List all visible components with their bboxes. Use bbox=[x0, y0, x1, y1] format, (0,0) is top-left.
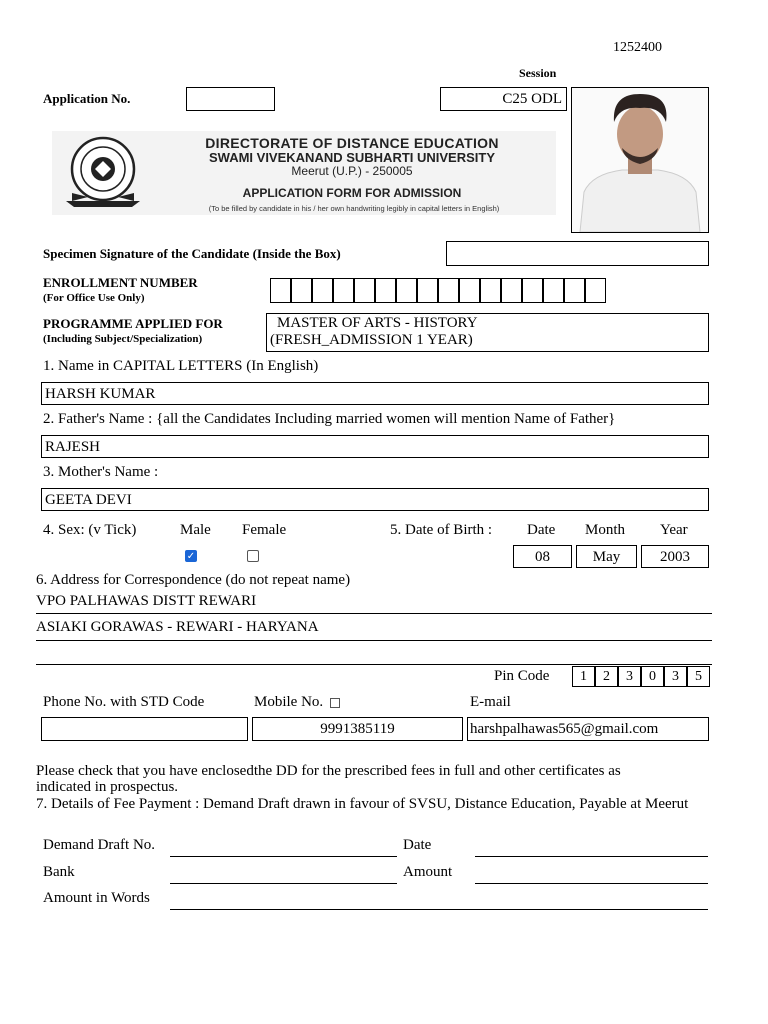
session-label: Session bbox=[519, 66, 557, 80]
pin-digit: 5 bbox=[687, 666, 710, 687]
signature-label: Specimen Signature of the Candidate (Inside the Box) bbox=[43, 246, 341, 261]
enrollment-cell[interactable] bbox=[564, 278, 585, 303]
enrollment-cell[interactable] bbox=[459, 278, 480, 303]
programme-line1: MASTER OF ARTS - HISTORY bbox=[277, 315, 478, 331]
enrollment-cell[interactable] bbox=[543, 278, 564, 303]
programme-label: PROGRAMME APPLIED FOR bbox=[43, 316, 223, 331]
enrollment-grid bbox=[270, 278, 608, 303]
session-field[interactable]: C25 ODL bbox=[440, 87, 567, 111]
dob-year-field[interactable]: 2003 bbox=[641, 545, 709, 568]
fee-date-label: Date bbox=[403, 837, 432, 853]
sex-male-checkbox[interactable]: ✓ bbox=[186, 551, 196, 562]
amount-line[interactable] bbox=[475, 883, 708, 884]
enrollment-cell[interactable] bbox=[417, 278, 438, 303]
pin-label: Pin Code bbox=[494, 668, 550, 684]
mobile-label: Mobile No. bbox=[254, 694, 324, 710]
address-line1[interactable]: VPO PALHAWAS DISTT REWARI bbox=[36, 593, 257, 609]
pin-digit: 0 bbox=[641, 666, 664, 687]
fee-details-label: 7. Details of Fee Payment : Demand Draft drawn in favour of SVSU, Distance Education, Payable at Meerut bbox=[36, 796, 689, 812]
university-banner bbox=[52, 131, 556, 215]
programme-field[interactable] bbox=[266, 313, 709, 352]
pin-digit: 3 bbox=[618, 666, 641, 687]
address-underline bbox=[36, 613, 712, 614]
phone-label: Phone No. with STD Code bbox=[43, 694, 205, 710]
notice-line2: indicated in prospectus. bbox=[36, 779, 179, 795]
candidate-photo-image bbox=[572, 88, 708, 232]
enrollment-cell[interactable] bbox=[312, 278, 333, 303]
dob-year-label: Year bbox=[660, 522, 688, 538]
dob-month-label: Month bbox=[585, 522, 626, 538]
mother-field[interactable]: GEETA DEVI bbox=[41, 488, 709, 511]
enrollment-cell[interactable] bbox=[438, 278, 459, 303]
enrollment-cell[interactable] bbox=[354, 278, 375, 303]
name-field[interactable]: HARSH KUMAR bbox=[41, 382, 709, 405]
address-underline bbox=[36, 640, 712, 641]
notice-line1: Please check that you have enclosedthe DD for the prescribed fees in full and other certificates as bbox=[36, 763, 621, 779]
programme-line2: (FRESH_ADMISSION 1 YEAR) bbox=[270, 332, 473, 348]
enrollment-cell[interactable] bbox=[333, 278, 354, 303]
fee-date-line[interactable] bbox=[475, 856, 708, 857]
phone-field[interactable] bbox=[41, 717, 248, 741]
dob-label: 5. Date of Birth : bbox=[390, 522, 493, 538]
form-number: 1252400 bbox=[613, 40, 662, 55]
dob-date-field[interactable]: 08 bbox=[513, 545, 572, 568]
address-underline bbox=[36, 664, 712, 665]
name-label: 1. Name in CAPITAL LETTERS (In English) bbox=[43, 358, 319, 374]
father-field[interactable]: RAJESH bbox=[41, 435, 709, 458]
dob-month-field[interactable]: May bbox=[576, 545, 637, 568]
sex-female-label: Female bbox=[242, 522, 287, 538]
signature-box[interactable] bbox=[446, 241, 709, 266]
enrollment-cell[interactable] bbox=[522, 278, 543, 303]
banner-line4: APPLICATION FORM FOR ADMISSION bbox=[242, 186, 462, 200]
enrollment-cell[interactable] bbox=[291, 278, 312, 303]
banner-line2: SWAMI VIVEKANAND SUBHARTI UNIVERSITY bbox=[208, 150, 496, 165]
mother-label: 3. Mother's Name : bbox=[43, 464, 159, 480]
enrollment-label: ENROLLMENT NUMBER bbox=[43, 275, 198, 290]
amount-words-line[interactable] bbox=[170, 909, 708, 910]
sex-label: 4. Sex: (v Tick) bbox=[43, 522, 137, 538]
bank-label: Bank bbox=[43, 864, 75, 880]
email-field[interactable]: harshpalhawas565@gmail.com bbox=[467, 717, 709, 741]
pin-digit: 2 bbox=[595, 666, 618, 687]
enrollment-cell[interactable] bbox=[585, 278, 606, 303]
address-label: 6. Address for Correspondence (do not repeat name) bbox=[36, 572, 351, 588]
pin-grid[interactable] bbox=[572, 666, 712, 687]
enrollment-cell[interactable] bbox=[375, 278, 396, 303]
banner-line3: Meerut (U.P.) - 250005 bbox=[291, 164, 413, 178]
enrollment-sub: (For Office Use Only) bbox=[43, 292, 145, 304]
dd-no-line[interactable] bbox=[170, 856, 397, 857]
father-label: 2. Father's Name : {all the Candidates Including married women will mention Name of Father} bbox=[43, 411, 616, 427]
university-logo-icon bbox=[58, 133, 148, 213]
dob-date-label: Date bbox=[527, 522, 556, 538]
address-line2[interactable]: ASIAKI GORAWAS - REWARI - HARYANA bbox=[36, 619, 319, 635]
pin-digit: 1 bbox=[572, 666, 595, 687]
enrollment-cell[interactable] bbox=[480, 278, 501, 303]
sex-male-label: Male bbox=[180, 522, 211, 538]
amount-words-label: Amount in Words bbox=[43, 890, 150, 906]
enrollment-cell[interactable] bbox=[501, 278, 522, 303]
pin-digit: 3 bbox=[664, 666, 687, 687]
mobile-field[interactable]: 9991385119 bbox=[252, 717, 463, 741]
email-label: E-mail bbox=[470, 694, 511, 710]
enrollment-cell[interactable] bbox=[270, 278, 291, 303]
bank-line[interactable] bbox=[170, 883, 397, 884]
mobile-checkbox[interactable] bbox=[330, 698, 340, 708]
banner-line1: DIRECTORATE OF DISTANCE EDUCATION bbox=[205, 135, 499, 151]
application-no-field[interactable] bbox=[186, 87, 275, 111]
banner-line5: (To be filled by candidate in his / her own handwriting legibly in capital letters in English) bbox=[208, 204, 500, 213]
amount-label: Amount bbox=[403, 864, 453, 880]
programme-sub: (Including Subject/Specialization) bbox=[43, 333, 203, 345]
application-no-label: Application No. bbox=[43, 91, 131, 106]
enrollment-cell[interactable] bbox=[396, 278, 417, 303]
sex-female-checkbox[interactable] bbox=[247, 550, 259, 562]
dd-no-label: Demand Draft No. bbox=[43, 837, 156, 853]
candidate-photo bbox=[571, 87, 709, 233]
